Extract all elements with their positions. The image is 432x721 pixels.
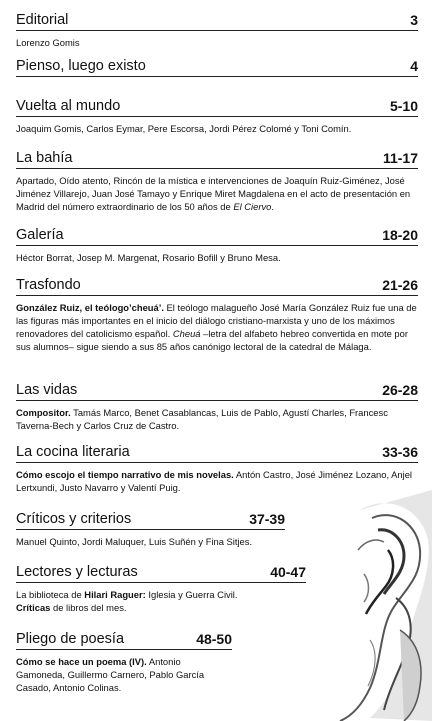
entry-pages: 11-17 — [382, 150, 418, 166]
entry-header — [16, 8, 418, 31]
entry-description — [16, 535, 346, 548]
entry-text: Joaquim Gomis, Carlos Eymar, Pere Escorsa, Jordi Pérez Colomé y Toni Comín. — [16, 123, 352, 134]
entry-title: Lectores y lecturas — [16, 564, 138, 580]
entry-title: Vuelta al mundo — [16, 98, 121, 114]
entry-header — [16, 94, 418, 117]
magazine-name: El Ciervo — [233, 201, 272, 212]
entry-title: Editorial — [16, 12, 69, 28]
entry-text: Héctor Borrat, Josep M. Margenat, Rosario Bofill y Bruno Mesa. — [16, 252, 281, 263]
entry-pages: 40-47 — [270, 564, 306, 580]
entry-text: Lorenzo Gomis — [16, 37, 80, 48]
entry-header — [16, 223, 418, 246]
entry-description — [16, 174, 418, 213]
entry-text-tail: –letra del alfabeto hebreo convertida en mote por sus alumnos– sigue siendo a sus 85 años canónigo lectoral de la catedral de Málaga. — [16, 328, 408, 352]
entry-text-tail: Iglesia y Guerra Civil. — [148, 589, 238, 600]
entry-title: Trasfondo — [16, 277, 81, 293]
entry-pages: 21-26 — [382, 277, 418, 293]
entry-title: Críticos y criterios — [16, 511, 132, 527]
entry-lead: González Ruiz, el teólogo’cheuá’. — [16, 302, 164, 313]
entry-header — [16, 560, 306, 583]
entry-description — [16, 301, 418, 353]
entry-header — [16, 627, 232, 650]
entry-header — [16, 440, 418, 463]
entry-text: Tamás Marco, Benet Casablancas, Luis de Pablo, Agustí Charles, Francesc Taverna-Bech y Carlos Cruz de Castro. — [16, 407, 388, 431]
entry-title: Pienso, luego existo — [16, 58, 146, 74]
entry-header — [16, 146, 418, 169]
entry-description — [16, 655, 216, 694]
entry-description — [16, 36, 418, 49]
entry-pages: 3 — [410, 12, 418, 28]
entry-description — [16, 251, 418, 264]
portrait-illustration — [300, 490, 432, 721]
entry-bold: Hilari Raguer: — [84, 589, 146, 600]
entry-text: Manuel Quinto, Jordi Maluquer, Luis Suñén y Fina Sitjes. — [16, 536, 253, 547]
entry-title: Galería — [16, 227, 64, 243]
entry-lead: Cómo se hace un poema (IV). — [16, 656, 147, 667]
entry-bold-line2: Críticas — [16, 602, 51, 613]
entry-lead: Cómo escojo el tiempo narrativo de mis novelas. — [16, 469, 234, 480]
entry-pages: 37-39 — [249, 511, 285, 527]
entry-text: Antonio Gamoneda, Guillermo Carnero, Pablo García Casado, Antonio Colinas. — [16, 656, 205, 693]
entry-header — [16, 378, 418, 401]
entry-title: Pliego de poesía — [16, 631, 125, 647]
entry-header — [16, 507, 285, 530]
entry-pages: 4 — [410, 58, 418, 74]
entry-pages: 48-50 — [196, 631, 232, 647]
entry-pages: 33-36 — [382, 444, 418, 460]
entry-header — [16, 273, 418, 296]
entry-description — [16, 588, 306, 614]
entry-italic: Cheuá — [172, 328, 201, 339]
entry-text: Apartado, Oído atento, Rincón de la mística e intervenciones de Joaquín Ruiz-Giménez, José Jiménez Villarejo, Juan José Tamayo y Enrique Miret Magdalena en el acto de presentación en Madrid del número extraordinario de los 50 años de — [16, 175, 411, 212]
entry-text-line2: de libros del mes. — [53, 602, 127, 613]
entry-pages: 5-10 — [389, 98, 418, 114]
entry-pages: 26-28 — [382, 382, 418, 398]
entry-title: La cocina literaria — [16, 444, 130, 460]
entry-title: Las vidas — [16, 382, 78, 398]
entry-text: El teólogo malagueño José María González Ruiz fue una de las figuras más importantes en el inicio del diálogo cristiano-marxista y uno de los máximos renovadores del catolicismo español. — [16, 302, 417, 339]
entry-text: Antón Castro, José Jiménez Lozano, Anjel Lertxundi, Justo Navarro y Valentí Puig. — [16, 469, 413, 493]
entry-text: La biblioteca de — [16, 589, 82, 600]
entry-text-tail: . — [271, 201, 274, 212]
entry-title: La bahía — [16, 150, 73, 166]
entry-description — [16, 122, 418, 135]
entry-lead: Compositor. — [16, 407, 71, 418]
entry-header — [16, 54, 418, 77]
entry-pages: 18-20 — [382, 227, 418, 243]
entry-description — [16, 406, 418, 432]
